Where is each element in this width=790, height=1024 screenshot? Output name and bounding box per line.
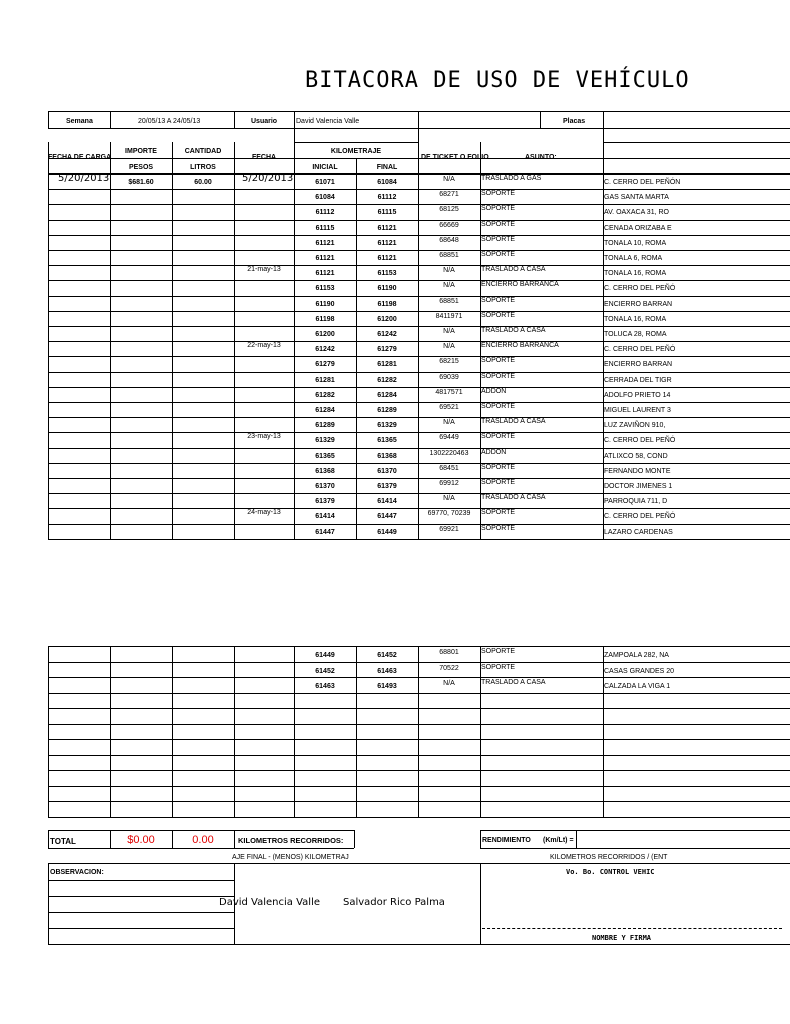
rend-note: KILOMETROS RECORRIDOS / (ENT [550,854,668,861]
grid-line [540,111,541,128]
row-asunto: SOPORTE [481,205,516,212]
row-asunto: SOPORTE [481,464,516,471]
row-ticket: 69912 [439,480,459,487]
row-km-final: 61281 [377,361,397,368]
row-km-inicial: 61282 [315,392,335,399]
row-ticket: 69521 [439,404,459,411]
row-destino: CALZADA LA VIGA 1 [604,683,671,690]
observacion-label: OBSERVACION: [50,869,104,876]
signature-name-1: David Valencia Valle [219,897,320,908]
row-km-final: 61379 [377,483,397,490]
observacion-line [48,912,234,913]
rend-label: RENDIMIENTO [482,837,531,844]
row-asunto: SOPORTE [481,648,516,655]
grid-line [110,142,111,173]
row-km-inicial: 61281 [315,377,335,384]
row-destino: AV. OAXACA 31, RO [604,209,669,216]
row-km-inicial: 61447 [315,529,335,536]
semana-value: 20/05/13 A 24/05/13 [138,118,201,125]
rend-unit: (Km/Lt) = [543,837,574,844]
grid-line [603,111,604,128]
row-ticket: N/A [443,680,455,687]
row-ticket: 68451 [439,465,459,472]
row-ticket: 68215 [439,358,459,365]
vobo-label: Vo. Bo. CONTROL VEHIC [566,868,655,876]
totals-border [48,830,354,831]
row-asunto: SOPORTE [481,479,516,486]
col-litros: LITROS [190,164,216,171]
row-km-final: 61084 [377,179,397,186]
observacion-line [48,896,234,897]
grid-line [603,142,790,143]
row-ticket: 1302220463 [429,450,469,457]
table-row-border [48,817,790,818]
row-ticket: N/A [443,328,455,335]
col-pesos: PESOS [128,164,154,171]
col-fecha: FECHA [251,154,277,161]
row-fecha: 21-may-13 [247,266,281,273]
row-km-inicial: 61449 [315,652,335,659]
row-km-final: 61242 [377,331,397,338]
row-km-final: 61112 [377,194,397,201]
row-km-final: 61200 [377,316,397,323]
row-km-final: 61452 [377,652,397,659]
grid-line [48,174,49,539]
row-destino: LUZ ZAVIÑON 910, [604,422,666,429]
grid-line [48,830,49,848]
row-fecha: 24-may-13 [247,509,281,516]
row-km-final: 61279 [377,346,397,353]
row-km-inicial: 61071 [315,179,335,186]
row-destino: ATLIXCO 58, COND [604,453,668,460]
row-destino: C. CERRO DEL PEÑÓ [604,285,676,292]
table-row-border [48,755,790,756]
grid-line [48,863,49,944]
table-row-border [48,677,790,678]
grid-line [294,142,418,143]
row-km-final: 61493 [377,683,397,690]
first-row-fecha: 5/20/2013 [242,173,294,184]
row-km-final: 61289 [377,407,397,414]
row-ticket: 8411971 [435,313,463,320]
row-asunto: SOPORTE [481,525,516,532]
first-row-cantidad: 60.00 [194,179,212,186]
grid-line [110,646,111,817]
grid-line [294,111,295,128]
row-km-inicial: 61368 [315,468,335,475]
table-row-border [48,770,790,771]
row-km-final: 61190 [377,285,397,292]
row-km-inicial: 61279 [315,361,335,368]
row-fecha: 22-may-13 [247,342,281,349]
header-top-border [48,111,790,112]
col-importe: IMPORTE [125,148,157,155]
row-ticket: 68851 [439,252,459,259]
row-ticket: 68125 [439,206,459,213]
row-asunto: TRASLADO A CASA [481,327,546,334]
footer-border [48,944,790,945]
first-row-fecha-carga: 5/20/2013 [58,173,110,184]
row-destino: TOLUCA 28, ROMA [604,331,667,338]
row-km-inicial: 61242 [315,346,335,353]
row-ticket: 69770, 70239 [427,510,471,517]
row-km-final: 61449 [377,529,397,536]
row-km-inicial: 61463 [315,683,335,690]
row-km-inicial: 61190 [315,301,335,308]
row-km-final: 61121 [377,240,397,247]
table-row-border [48,739,790,740]
row-destino: CENADA ORIZABA E [604,225,672,232]
row-km-inicial: 61365 [315,453,335,460]
total-pesos: $0.00 [127,834,155,846]
row-ticket: 69921 [439,526,459,533]
col-ticket: DE TICKET O FOLIO [421,154,489,161]
totals-border [48,848,354,849]
row-asunto: ADDON [481,388,507,395]
row-asunto: SOPORTE [481,251,516,258]
placas-label: Placas [563,118,586,125]
grid-line [418,111,419,128]
row-km-final: 61282 [377,377,397,384]
row-km-final: 61198 [377,301,397,308]
row-asunto: SOPORTE [481,357,516,364]
row-km-inicial: 61200 [315,331,335,338]
table-row-border [48,801,790,802]
grid-line [234,174,235,539]
row-ticket: 69039 [439,374,459,381]
first-row-importe: $681.60 [128,179,154,186]
row-ticket: 68851 [439,298,459,305]
grid-line [603,128,604,142]
row-km-final: 61284 [377,392,397,399]
table-row-border [48,539,790,540]
row-destino: C. CERRO DEL PEÑÓ [604,346,676,353]
row-fecha: 23-may-13 [247,433,281,440]
table-row-border [48,693,790,694]
grid-line [172,646,173,817]
row-ticket: 68648 [439,237,459,244]
row-asunto: SOPORTE [481,373,516,380]
row-destino: CASAS GRANDES 20 [604,668,675,675]
row-ticket: 68271 [439,191,459,198]
row-ticket: N/A [443,282,455,289]
row-km-final: 61365 [377,437,397,444]
row-destino: CERRADA DEL TIGR [604,377,672,384]
km-label: KILOMETROS RECORRIDOS: [238,836,344,845]
row-km-inicial: 61329 [315,437,335,444]
table-row-border [48,708,790,709]
row-km-inicial: 61121 [315,255,335,262]
grid-line [234,646,235,817]
grid-line [172,174,173,539]
row-km-inicial: 61112 [315,209,335,216]
row-km-inicial: 61284 [315,407,335,414]
nombre-firma-label: NOMBRE Y FIRMA [592,934,652,942]
row-ticket: N/A [443,419,455,426]
row-ticket: 69449 [439,434,459,441]
row-asunto: SOPORTE [481,509,516,516]
row-destino: DOCTOR JIMENES 1 [604,483,673,490]
page-title: BITACORA DE USO DE VEHÍCULO [305,68,690,93]
grid-line [48,158,790,159]
row-ticket: N/A [443,267,455,274]
row-ticket: N/A [443,176,455,183]
row-asunto: TRASLADO A CASA [481,418,546,425]
row-km-inicial: 61452 [315,668,335,675]
grid-line [172,142,173,173]
table-row-border [48,662,790,663]
usuario-value: David Valencia Valle [296,118,360,125]
row-destino: PARROQUIA 711, D [604,498,668,505]
table-row-border [48,786,790,787]
row-asunto: TRASLADO A GAS [481,175,542,182]
grid-line [234,111,235,128]
observacion-line [48,928,234,929]
total-litros: 0.00 [192,834,214,846]
row-asunto: SOPORTE [481,312,516,319]
grid-line [294,142,295,173]
usuario-label: Usuario [251,118,278,125]
row-km-final: 61121 [377,255,397,262]
grid-line [48,646,49,817]
grid-line [418,128,419,142]
row-km-final: 61153 [377,270,397,277]
col-asunto: ASUNTO: [525,154,557,161]
row-km-final: 61447 [377,513,397,520]
row-destino: ADOLFO PRIETO 14 [604,392,671,399]
row-asunto: ENCIERRO BARRANCA [481,342,559,349]
row-destino: TONALA 6, ROMA [604,255,663,262]
row-km-final: 61115 [377,209,397,216]
row-km-inicial: 61414 [315,513,335,520]
row-asunto: TRASLADO A CASA [481,266,546,273]
col-final: FINAL [376,164,398,171]
row-km-inicial: 61153 [315,285,335,292]
row-km-final: 61329 [377,422,397,429]
col-fecha-carga: FECHA DE CARGA [48,154,112,161]
grid-line [480,863,481,944]
grid-line [480,830,481,848]
grid-line [480,142,481,173]
col-kilometraje: KILOMETRAJE [330,148,382,155]
grid-line [172,830,173,848]
row-asunto: ENCIERRO BARRANCA [481,281,559,288]
row-destino: TONALA 16, ROMA [604,316,667,323]
grid-line [110,174,111,539]
row-ticket: N/A [443,495,455,502]
row-asunto: SOPORTE [481,433,516,440]
row-asunto: TRASLADO A CASA [481,679,546,686]
row-km-final: 61370 [377,468,397,475]
row-destino: TONALA 16, ROMA [604,270,667,277]
row-destino: MIGUEL LAURENT 3 [604,407,671,414]
footer-border [48,863,790,864]
header-bottom-border [48,128,790,129]
grid-line [356,158,357,173]
row-destino: GAS SANTA MARTA [604,194,669,201]
grid-line [48,142,49,173]
row-km-inicial: 61370 [315,483,335,490]
grid-line [110,830,111,848]
row-ticket: N/A [443,343,455,350]
grid-line [234,830,235,848]
row-ticket: 66669 [439,222,459,229]
row-asunto: SOPORTE [481,190,516,197]
grid-line [354,830,355,848]
row-asunto: SOPORTE [481,236,516,243]
row-km-inicial: 61115 [315,225,335,232]
row-asunto: ADDON [481,449,507,456]
row-asunto: SOPORTE [481,297,516,304]
total-label: TOTAL [50,837,76,846]
row-destino: ENCIERRO BARRAN [604,301,673,308]
row-destino: C. CERRO DEL PEÑÓN [604,179,681,186]
row-destino: LAZARO CARDENAS [604,529,673,536]
totals-border [480,830,790,831]
semana-label: Semana [66,118,93,125]
grid-line [294,128,295,142]
observacion-line [48,880,234,881]
table-row-border [48,724,790,725]
row-km-inicial: 61289 [315,422,335,429]
row-km-final: 61121 [377,225,397,232]
row-asunto: SOPORTE [481,664,516,671]
col-cantidad: CANTIDAD [184,148,222,155]
table-row-border [48,646,790,647]
row-km-inicial: 61379 [315,498,335,505]
row-km-inicial: 61121 [315,240,335,247]
row-ticket: 4817571 [435,389,463,396]
signature-line [482,928,782,929]
totals-border [480,848,790,849]
grid-line [418,142,419,173]
row-destino: C. CERRO DEL PEÑÓ [604,437,676,444]
row-km-final: 61414 [377,498,397,505]
row-destino: C. CERRO DEL PEÑÓ [604,513,676,520]
row-asunto: SOPORTE [481,221,516,228]
row-km-inicial: 61084 [315,194,335,201]
grid-line [110,111,111,128]
grid-line [603,142,604,173]
row-ticket: 70522 [439,665,459,672]
row-ticket: 68801 [439,649,459,656]
row-asunto: SOPORTE [481,403,516,410]
row-destino: ZAMPOALA 282, NA [604,652,669,659]
row-destino: TONALA 10, ROMA [604,240,667,247]
row-destino: ENCIERRO BARRAN [604,361,673,368]
row-destino: FERNANDO MONTE [604,468,671,475]
grid-line [48,111,49,128]
row-km-final: 61463 [377,668,397,675]
col-inicial: INICIAL [312,164,338,171]
grid-line [234,142,235,173]
grid-line [576,830,577,848]
km-note: AJE FINAL - (MENOS) KILOMETRAJ [232,854,349,861]
row-km-inicial: 61198 [315,316,335,323]
row-km-inicial: 61121 [315,270,335,277]
grid-line [234,863,235,944]
row-km-final: 61368 [377,453,397,460]
signature-name-2: Salvador Rico Palma [343,897,445,908]
row-asunto: TRASLADO A CASA [481,494,546,501]
